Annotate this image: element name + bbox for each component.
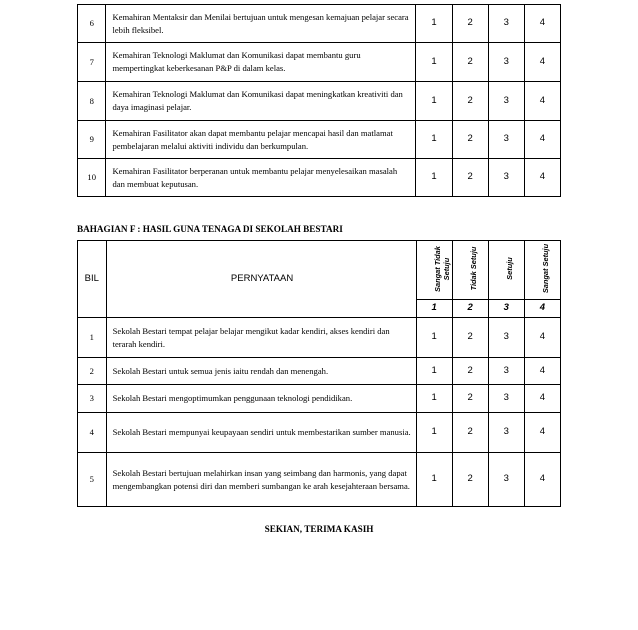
statement-text: Kemahiran Fasilitator akan dapat membantu pelajar mencapai hasil dan matlamat pembelajaran melalui aktiviti individu dan berkumpulan. — [106, 121, 416, 159]
table-row — [78, 43, 561, 82]
row-number: 7 — [78, 43, 106, 82]
row-number: 2 — [78, 358, 107, 385]
scale-option-4[interactable]: 4 — [524, 318, 560, 358]
scale-option-4[interactable]: 4 — [524, 159, 560, 197]
header-number-1: 1 — [416, 300, 452, 318]
scale-option-4[interactable]: 4 — [524, 358, 560, 385]
scale-option-4[interactable]: 4 — [524, 453, 560, 507]
scale-option-4[interactable]: 4 — [524, 121, 560, 159]
scale-option-1[interactable]: 1 — [416, 82, 452, 121]
header-scale-4 — [524, 241, 560, 300]
statement-text: Sekolah Bestari mempunyai keupayaan sendiri untuk membestarikan sumber manusia. — [106, 413, 416, 453]
scale-option-3[interactable]: 3 — [488, 453, 524, 507]
scale-option-3[interactable]: 3 — [488, 82, 524, 121]
table-row — [78, 358, 561, 385]
header-scale-1 — [416, 241, 452, 300]
table-row — [78, 318, 561, 358]
table-row — [78, 413, 561, 453]
questionnaire-table-previous — [77, 4, 561, 197]
scale-option-2[interactable]: 2 — [452, 413, 488, 453]
scale-option-1[interactable]: 1 — [416, 159, 452, 197]
scale-option-4[interactable]: 4 — [524, 385, 560, 413]
scale-option-2[interactable]: 2 — [452, 5, 488, 43]
table-header-row — [78, 241, 561, 300]
header-scale-3 — [488, 241, 524, 300]
scale-option-2[interactable]: 2 — [452, 43, 488, 82]
header-scale-2 — [452, 241, 488, 300]
scale-label-3: Setuju — [505, 257, 515, 281]
statement-text: Sekolah Bestari tempat pelajar belajar mengikut kadar kendiri, akses kendiri dan terarah kendiri. — [106, 318, 416, 358]
scale-option-3[interactable]: 3 — [488, 159, 524, 197]
table-row — [78, 159, 561, 197]
closing-text: SEKIAN, TERIMA KASIH — [264, 524, 374, 534]
scale-option-1[interactable]: 1 — [416, 453, 452, 507]
scale-label-4: Sangat Setuju — [541, 244, 551, 294]
table-row — [78, 385, 561, 413]
scale-option-4[interactable]: 4 — [524, 5, 560, 43]
scale-option-1[interactable]: 1 — [416, 318, 452, 358]
table-row — [78, 121, 561, 159]
scale-option-3[interactable]: 3 — [488, 318, 524, 358]
statement-text: Kemahiran Teknologi Maklumat dan Komunikasi dapat meningkatkan kreativiti dan daya imaginasi pelajar. — [106, 82, 416, 121]
scale-option-1[interactable]: 1 — [416, 43, 452, 82]
scale-option-2[interactable]: 2 — [452, 453, 488, 507]
scale-option-1[interactable]: 1 — [416, 358, 452, 385]
row-number: 5 — [78, 453, 107, 507]
header-number-3: 3 — [488, 300, 524, 318]
table-row — [78, 82, 561, 121]
scale-option-2[interactable]: 2 — [452, 385, 488, 413]
statement-text: Sekolah Bestari untuk semua jenis iaitu rendah dan menengah. — [106, 358, 416, 385]
scale-option-2[interactable]: 2 — [452, 318, 488, 358]
statement-text: Sekolah Bestari bertujuan melahirkan insan yang seimbang dan harmonis, yang dapat mengembangkan potensi diri dan memberi sumbangan ke arah kesejahteraan bersama. — [106, 453, 416, 507]
scale-option-3[interactable]: 3 — [488, 358, 524, 385]
table-row — [78, 5, 561, 43]
table-row — [78, 453, 561, 507]
scale-option-4[interactable]: 4 — [524, 82, 560, 121]
statement-text: Kemahiran Fasilitator berperanan untuk membantu pelajar menyelesaikan masalah dan membuat keputusan. — [106, 159, 416, 197]
section-title: BAHAGIAN F : HASIL GUNA TENAGA DI SEKOLAH BESTARI — [77, 224, 343, 234]
scale-option-3[interactable]: 3 — [488, 43, 524, 82]
scale-option-3[interactable]: 3 — [488, 121, 524, 159]
scale-option-2[interactable]: 2 — [452, 358, 488, 385]
header-number-4: 4 — [524, 300, 560, 318]
scale-option-3[interactable]: 3 — [488, 413, 524, 453]
scale-option-1[interactable]: 1 — [416, 5, 452, 43]
header-number-2: 2 — [452, 300, 488, 318]
scale-option-3[interactable]: 3 — [488, 385, 524, 413]
header-bil: BIL — [78, 241, 107, 318]
scale-option-3[interactable]: 3 — [488, 5, 524, 43]
scale-option-2[interactable]: 2 — [452, 121, 488, 159]
scale-option-1[interactable]: 1 — [416, 385, 452, 413]
scale-label-2: Tidak Setuju — [469, 247, 479, 291]
statement-text: Kemahiran Teknologi Maklumat dan Komunikasi dapat membantu guru mempertingkat keberkesanan P&P di dalam kelas. — [106, 43, 416, 82]
row-number: 6 — [78, 5, 106, 43]
statement-text: Sekolah Bestari mengoptimumkan penggunaan teknologi pendidikan. — [106, 385, 416, 413]
scale-option-4[interactable]: 4 — [524, 43, 560, 82]
row-number: 10 — [78, 159, 106, 197]
scale-label-1: Sangat Tidak Setuju — [433, 246, 451, 292]
scale-option-2[interactable]: 2 — [452, 159, 488, 197]
row-number: 8 — [78, 82, 106, 121]
questionnaire-table-section-f — [77, 240, 561, 507]
scale-option-1[interactable]: 1 — [416, 121, 452, 159]
scale-option-1[interactable]: 1 — [416, 413, 452, 453]
row-number: 4 — [78, 413, 107, 453]
statement-text: Kemahiran Mentaksir dan Menilai bertujuan untuk mengesan kemajuan pelajar secara lebih fleksibel. — [106, 5, 416, 43]
row-number: 9 — [78, 121, 106, 159]
header-statement: PERNYATAAN — [106, 241, 416, 318]
scale-option-4[interactable]: 4 — [524, 413, 560, 453]
scale-option-2[interactable]: 2 — [452, 82, 488, 121]
row-number: 1 — [78, 318, 107, 358]
row-number: 3 — [78, 385, 107, 413]
